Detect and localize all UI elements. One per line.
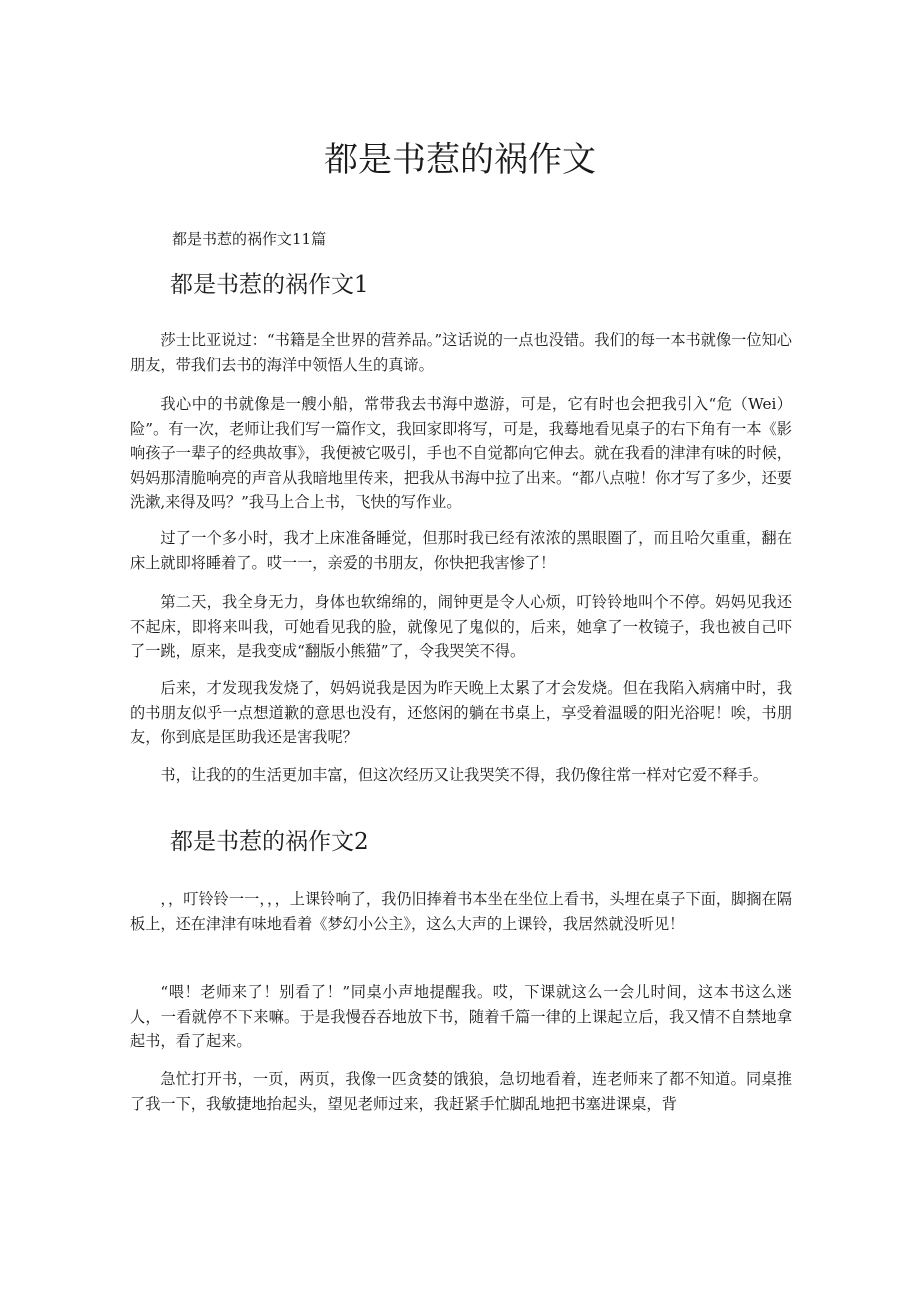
paragraph: 第二天，我全身无力，身体也软绵绵的，闹钟更是令人心烦，叮铃铃地叫个不停。妈妈见我还不起床，即将来叫我，可她看见我的脸，就像见了鬼似的，后来，她拿了一枚镜子，我也被自己吓了一跳，原来，是我变成“翻版小熊猫”了，令我哭笑不得。 (130, 593, 792, 660)
document-subtitle: 都是书惹的祸作文11篇 (172, 230, 327, 248)
paragraph: 莎士比亚说过：“书籍是全世界的营养品。”这话说的一点也没错。我们的每一本书就像一位知心朋友，带我们去书的海洋中领悟人生的真谛。 (130, 331, 792, 374)
section-heading-1: 都是书惹的祸作文1 (170, 272, 369, 298)
paragraph: “喂！老师来了！别看了！”同桌小声地提醒我。哎，下课就这么一会儿时间，这本书这么迷人，一看就停不下来嘛。于是我慢吞吞地放下书，随着千篇一律的上课起立后，我又情不自禁地拿起书，看了起来。 (130, 983, 792, 1050)
paragraph: 我心中的书就像是一艘小船，常带我去书海中遨游，可是，它有时也会把我引入“危（Wei）险”。有一次，老师让我们写一篇作文，我回家即将写，可是，我蓦地看见桌子的右下角有一本《影响孩子一辈子的经典故事》，我便被它吸引，手也不自觉都向它伸去。就在我看的津津有味的时候，妈妈那清脆响亮的声音从我暗地里传来，把我从书海中拉了出来。“都八点啦！你才写了多少，还要洗漱,来得及吗？”我马上合上书，飞快的写作业。 (130, 395, 792, 511)
section-heading-2: 都是书惹的祸作文2 (170, 829, 369, 855)
paragraph: ，，叮铃铃一一，，，上课铃响了，我仍旧捧着书本坐在坐位上看书，头埋在桌子下面，脚搁在隔板上，还在津津有味地看着《梦幻小公主》，这么大声的上课铃，我居然就没听见！ (130, 890, 792, 933)
document-title: 都是书惹的祸作文 (324, 140, 596, 180)
paragraph: 书，让我的的生活更加丰富，但这次经历又让我哭笑不得，我仍像往常一样对它爱不释手。 (160, 766, 768, 784)
paragraph: 后来，才发现我发烧了，妈妈说我是因为昨天晚上太累了才会发烧。但在我陷入病痛中时，我的书朋友似乎一点想道歉的意思也没有，还悠闲的躺在书桌上，享受着温暖的阳光浴呢！唉，书朋友，你到底是匡助我还是害我呢？ (130, 679, 792, 746)
paragraph: 急忙打开书，一页，两页，我像一匹贪婪的饿狼，急切地看着，连老师来了都不知道。同桌推了我一下，我敏捷地抬起头，望见老师过来，我赶紧手忙脚乱地把书塞进课桌，背 (130, 1070, 792, 1113)
paragraph: 过了一个多小时，我才上床准备睡觉，但那时我已经有浓浓的黑眼圈了，而且哈欠重重，翻在床上就即将睡着了。哎一一，亲爱的书朋友，你快把我害惨了！ (130, 529, 792, 572)
